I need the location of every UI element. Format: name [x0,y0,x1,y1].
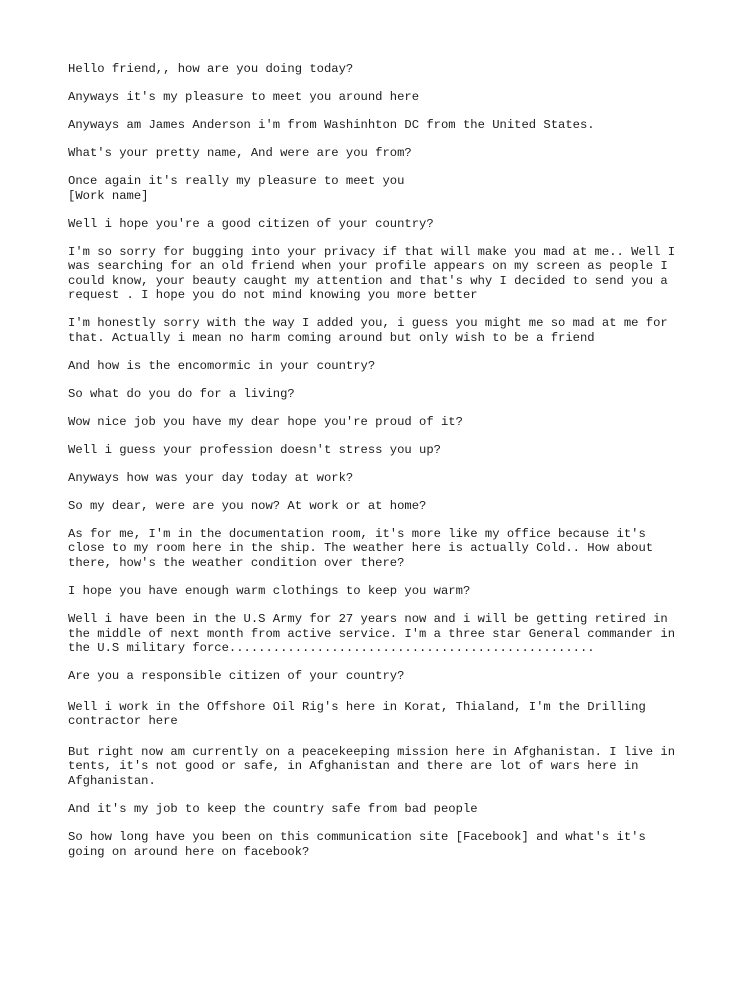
paragraph-economy: And how is the encomormic in your country? [68,358,376,373]
paragraph-army: Well i have been in the U.S Army for 27 years now and i will be getting retired in the middle of next month from active service. I'm a three star General commander in the U.S military force.................................................. [68,611,676,656]
paragraph-apology: I'm so sorry for bugging into your privacy if that will make you mad at me.. Well I was searching for an old friend when your profile appears on my screen as people I could know, your beauty caught my attention and that's why I decided to send you a request . I hope you do not mind knowing you more better [68,244,676,303]
paragraph-where-now: So my dear, were are you now? At work or at home? [68,498,427,513]
paragraph-documentation-room: As for me, I'm in the documentation room, it's more like my office because it's close to my room here in the ship. The weather here is actually Cold.. How about there, how's the weather condition over there? [68,526,654,570]
paragraph-introduction: Anyways am James Anderson i'm from Washinhton DC from the United States. [68,117,595,132]
paragraph-oil-rig: Well i work in the Offshore Oil Rig's here in Korat, Thialand, I'm the Drilling contractor here [68,699,646,729]
paragraph-citizen: Well i hope you're a good citizen of your country? [68,216,434,231]
paragraph-pleasure-again: Once again it's really my pleasure to meet you [Work name] [68,173,405,203]
paragraph-responsible: Are you a responsible citizen of your country? [68,669,405,684]
paragraph-greeting: Hello friend,, how are you doing today? [68,62,354,76]
paragraph-warm-clothing: I hope you have enough warm clothings to keep you warm? [68,583,471,598]
document-page [68,62,688,873]
paragraph-living: So what do you do for a living? [68,386,295,401]
paragraph-profession: Well i guess your profession doesn't stress you up? [68,442,441,457]
paragraph-job: And it's my job to keep the country safe from bad people [68,802,478,817]
paragraph-facebook: So how long have you been on this communication site [Facebook] and what's it's going on around here on facebook? [68,830,646,859]
paragraph-day: Anyways how was your day today at work? [68,470,354,485]
paragraph-nice-job: Wow nice job you have my dear hope you're proud of it? [68,414,463,429]
paragraph-name-question: What's your pretty name, And were are you from? [68,145,412,160]
paragraph-afghanistan: But right now am currently on a peacekeeping mission here in Afghanistan. I live in tents, it's not good or safe, in Afghanistan and there are lot of wars here in Afghanistan. [68,744,676,789]
paragraph-pleasure: Anyways it's my pleasure to meet you around here [68,89,420,104]
paragraph-sorry: I'm honestly sorry with the way I added you, i guess you might me so mad at me for that. Actually i mean no harm coming around but only wish to be a friend [68,316,668,345]
